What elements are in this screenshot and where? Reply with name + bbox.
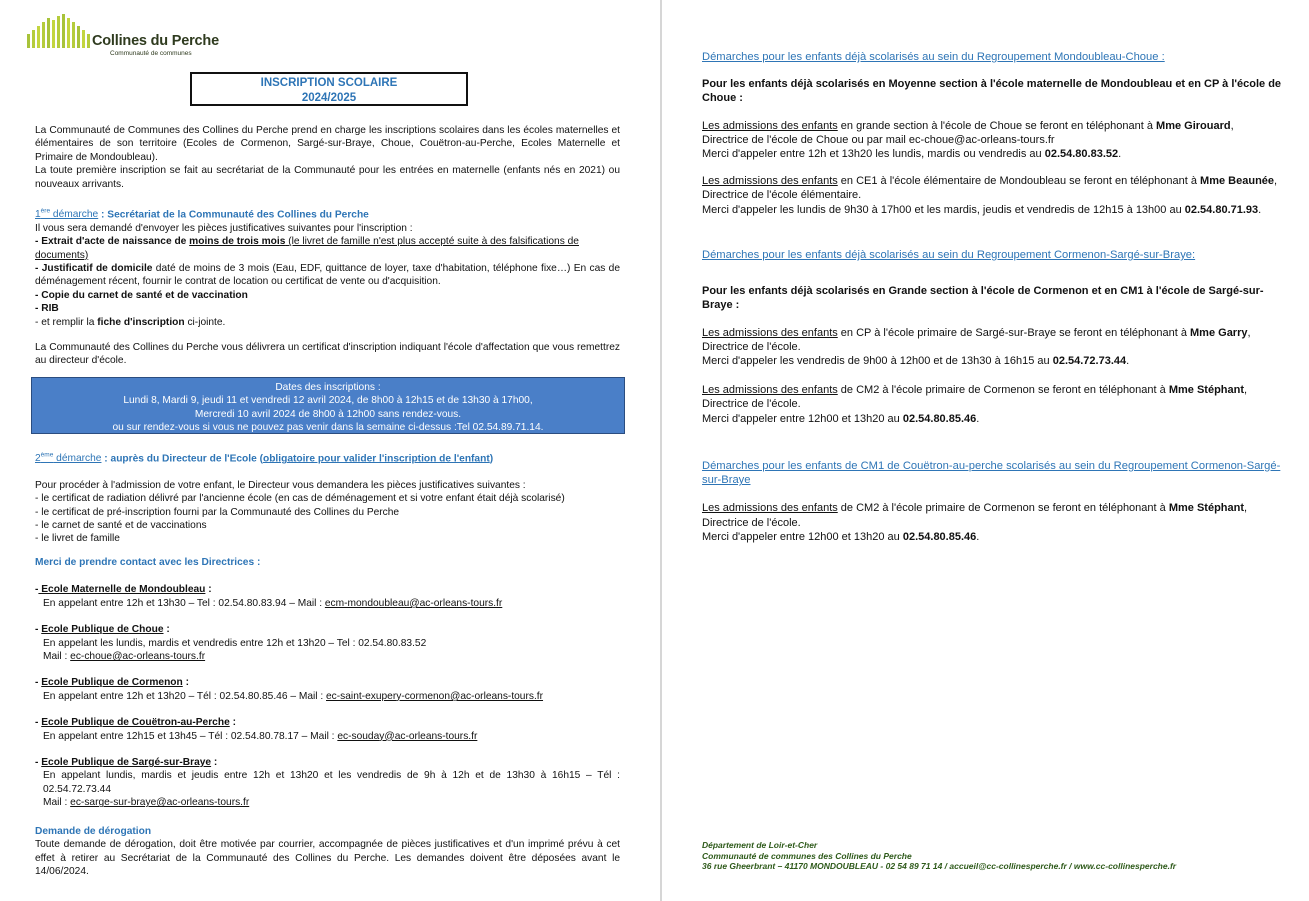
logo (26, 12, 246, 62)
step1-address: - Justificatif de domicile daté de moins de 3 mois (Eau, EDF, quittance de loyer, taxe d'habitation, téléphone fixe…) En cas de déménagement récent, fournir le contrat de location ou certificat de vente ou d'acquisition. (35, 263, 620, 288)
logo-subtitle: Communauté de communes (110, 50, 192, 57)
derogation-heading: Demande de dérogation (35, 826, 152, 837)
email-link[interactable]: ec-saint-exupery-cormenon@ac-orleans-tours.fr (326, 690, 544, 702)
step2-item: - le livret de famille (35, 533, 120, 545)
section-heading: Démarches pour les enfants de CM1 de Couëtron-au-perche scolarisés au sein du Regroupement Cormenon-Sargé-sur-Braye (702, 460, 1281, 487)
email-link[interactable]: ecm-mondoubleau@ac-orleans-tours.fr (324, 597, 503, 609)
step1-num: 1 (35, 209, 41, 221)
intro (35, 124, 620, 191)
admission-block: Les admissions des enfants en CP à l'école primaire de Sargé-sur-Braye se feront en téléphonant à Mme Garry, Directrice de l'école. Merci d'appeler les vendredis de 9h00 à 12h00 et de 13h30 à 16h15 au 02.54.72.73.44. (702, 326, 1251, 368)
dates-line1: Lundi 8, Mardi 9, jeudi 11 et vendredi 12 avril 2024, de 8h00 à 12h15 et de 13h30 à 17h00, (123, 395, 533, 407)
section-intro: Pour les enfants déjà scolarisés en Grande section à l'école de Cormenon et en CM1 à l'école de Sargé-sur-Braye : (702, 285, 1264, 312)
step1-lead: Il vous sera demandé d'envoyer les pièces justificatives suivantes pour l'inscription : (35, 222, 413, 234)
intro-p1: La Communauté de Communes des Collines du Perche prend en charge les inscriptions scolaires dans les écoles maternelles et élémentaires de son territoire (Ecoles de Cormenon, Sargé-sur-Braye, Choue, Couëtron-au-Perche, Ecoles Maternelle et Primaire de Mondoubleau). (35, 125, 620, 163)
section-cormenon-sarge (702, 248, 1292, 426)
school-cormenon: - Ecole Publique de Cormenon : En appelant entre 12h et 13h20 – Tél : 02.54.80.85.46 – Mail : ec-saint-exupery-cormenon@ac-orleans-tours.fr (35, 677, 544, 702)
dates-line2: Mercredi 10 avril 2024 de 8h00 à 12h00 sans rendez-vous. (194, 408, 462, 420)
step2-item: - le carnet de santé et de vaccinations (35, 520, 207, 532)
step1-heading (35, 205, 620, 222)
document-title (190, 72, 468, 106)
step2-item: - le certificat de radiation délivré par l'ancienne école (en cas de déménagement et si votre enfant était déjà scolarisé) (35, 493, 565, 505)
footer-line2: Communauté de communes des Collines du Perche (702, 850, 912, 861)
section-intro: Pour les enfants déjà scolarisés en Moyenne section à l'école maternelle de Mondoubleau et en CP à l'école de Choue : (702, 78, 1282, 105)
step1 (35, 205, 620, 368)
dates-line3: ou sur rendez-vous si vous ne pouvez pas venir dans la semaine ci-dessus :Tel 02.54.89.71.14. (112, 421, 544, 433)
contacts-heading: Merci de prendre contact avec les Directrices : (35, 557, 261, 568)
title-line2: 2024/2025 (301, 92, 357, 104)
step2 (35, 449, 620, 546)
dates-box (31, 377, 625, 434)
footer (702, 840, 1262, 872)
email-link[interactable]: ec-choue@ac-orleans-tours.fr (70, 651, 206, 663)
email-link[interactable]: ec-sarge-sur-braye@ac-orleans-tours.fr (70, 797, 250, 809)
section-heading: Démarches pour les enfants déjà scolarisés au sein du Regroupement Cormenon-Sargé-sur-Braye: (702, 249, 1196, 261)
section-couetron (702, 459, 1292, 544)
step1-title: : Secrétariat de la Communauté des Collines du Perche (98, 209, 369, 221)
step2-item: - le certificat de pré-inscription fourni par la Communauté des Collines du Perche (35, 506, 400, 518)
admission-block: Les admissions des enfants de CM2 à l'école primaire de Cormenon se feront en téléphonant à Mme Stéphant, Directrice de l'école. Merci d'appeler entre 12h00 et 13h20 au 02.54.80.85.46. (702, 502, 1248, 543)
admission-block: Les admissions des enfants en CE1 à l'école élémentaire de Mondoubleau se feront en téléphonant à Mme Beaunée, Directrice de l'école élémentaire. Merci d'appeler les lundis de 9h30 à 17h00 et les mardis, jeudis et vendredis de 12h15 à 13h00 au 02.54.80.71.93. (702, 175, 1278, 216)
section-heading: Démarches pour les enfants déjà scolarisés au sein du Regroupement Mondoubleau-Choue : (702, 51, 1165, 63)
step1-form: - et remplir la fiche d'inscription ci-jointe. (35, 316, 226, 328)
section-mondoubleau-choue (702, 50, 1292, 217)
dates-title: Dates des inscriptions : (275, 382, 381, 393)
logo-name: Collines du Perche (92, 33, 219, 49)
step1-health: - Copie du carnet de santé et de vaccination (35, 289, 248, 301)
school-couetron: - Ecole Publique de Couëtron-au-Perche : En appelant entre 12h15 et 13h45 – Tél : 02.54.80.78.17 – Mail : ec-souday@ac-orleans-tours.fr (35, 717, 478, 742)
logo-bars-icon (26, 12, 98, 50)
derogation (35, 825, 620, 879)
step2-lead: Pour procéder à l'admission de votre enfant, le Directeur vous demandera les pièces justificatives suivantes : (35, 479, 526, 491)
step1-label: démarche (50, 209, 99, 221)
title-line1: INSCRIPTION SCOLAIRE (260, 77, 398, 89)
derogation-text: Toute demande de dérogation, doit être motivée par courrier, accompagnée de pièces justificatives et d'un imprimé prévu à cet effet à retirer au Secrétariat de la Communauté des Collines du Perche. Les demandes doivent être déposées avant le 14/06/2024. (35, 839, 620, 878)
step1-sup: ère (40, 208, 51, 215)
step1-birth: - Extrait d'acte de naissance de moins de trois mois (le livret de famille n'est plus accepté suite à des falsifications de documents) (35, 236, 579, 261)
step2-heading: 2ème démarche : auprès du Directeur de l'Ecole (obligatoire pour valider l'inscription de l'enfant) (35, 452, 494, 465)
school-choue: - Ecole Publique de Choue : En appelant les lundis, mardis et vendredis entre 12h et 13h20 – Tel : 02.54.80.83.52 Mail : ec-choue@ac-orleans-tours.fr (35, 624, 427, 663)
contacts (35, 556, 620, 810)
footer-line1: Département de Loir-et-Cher (702, 840, 818, 850)
school-mondoubleau: - Ecole Maternelle de Mondoubleau : En appelant entre 12h et 13h30 – Tel : 02.54.80.83.94 – Mail : ecm-mondoubleau@ac-orleans-tours.fr (35, 584, 503, 609)
school-sarge: - Ecole Publique de Sargé-sur-Braye : En appelant lundis, mardis et jeudis entre 12h et 13h20 et les vendredis de 9h à 12h et de 13h30 à 16h15 – Tél : 02.54.72.73.44 Mail : ec-sarge-sur-braye@ac-orleans-tours.fr (35, 757, 620, 809)
intro-p2: La toute première inscription se fait au secrétariat de la Communauté pour les entrées en maternelle (enfants nés en 2021) ou nouveaux arrivants. (35, 165, 620, 190)
step1-certificate: La Communauté des Collines du Perche vous délivrera un certificat d'inscription indiquant l'école d'affectation que vous remettrez au directeur d'école. (35, 342, 620, 367)
step1-rib: - RIB (35, 303, 59, 315)
admission-block: Les admissions des enfants en grande section à l'école de Choue se feront en téléphonant à Mme Girouard, Directrice de l'école de Choue ou par mail ec-choue@ac-orleans-tours.fr Merci d'appeler entre 12h et 13h20 les lundis, mardis ou vendredis au 02.54.80.83.52. (702, 119, 1234, 161)
email-link[interactable]: ec-souday@ac-orleans-tours.fr (337, 730, 478, 742)
footer-line3: 36 rue Gheerbrant – 41170 MONDOUBLEAU - 02 54 89 71 14 / accueil@cc-collinesperche.fr / www.cc-collinesperche.fr (702, 861, 1177, 871)
admission-block: Les admissions des enfants de CM2 à l'école primaire de Cormenon se feront en téléphonant à Mme Stéphant, Directrice de l'école. Merci d'appeler entre 12h00 et 13h20 au 02.54.80.85.46. (702, 384, 1248, 425)
